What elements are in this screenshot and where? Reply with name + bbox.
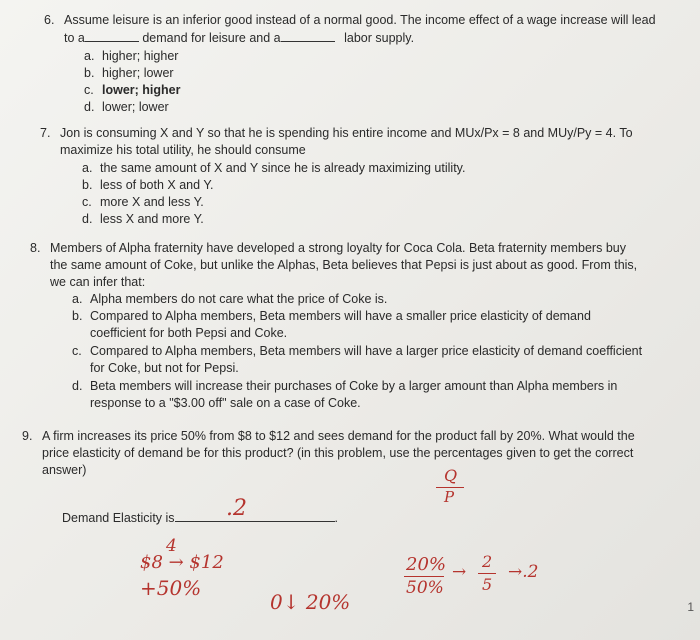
option-d: d. lower; lower [84, 100, 169, 114]
handwritten-p: P [444, 488, 455, 506]
handwritten-five: 5 [482, 575, 493, 594]
question-number: 6. [44, 13, 55, 27]
option-c: c. lower; higher [84, 83, 181, 97]
page-number: 1 [687, 600, 694, 614]
handwritten-plus50: +50% [140, 576, 202, 600]
option-a: a. Alpha members do not care what the price of Coke is. [72, 292, 388, 306]
question-6-line2: to a demand for leisure and a labor supply. [64, 31, 415, 45]
question-9-line3: answer) [42, 463, 87, 477]
option-b: b. Compared to Alpha members, Beta members will have a smaller price elasticity of demand [72, 309, 591, 323]
question-number: 9. [22, 429, 33, 443]
handwritten-prices: $8 → $12 [140, 552, 224, 573]
answer-blank [175, 510, 335, 522]
question-number: 7. [40, 126, 51, 140]
question-text: Assume leisure is an inferior good instead of a normal good. The income effect of a wage increase will lead [64, 13, 656, 27]
handwritten-50pct: 50% [406, 578, 444, 598]
question-8-line3: we can infer that: [50, 275, 146, 289]
fraction-bar [478, 573, 496, 574]
demand-elasticity-label: Demand Elasticity is . [62, 511, 339, 525]
option-d-cont: response to a "$3.00 off" sale on a case of Coke. [90, 396, 361, 410]
question-text: A firm increases its price 50% from $8 to $12 and sees demand for the product fall by 20%. What would the [42, 429, 635, 443]
answer-blank [85, 30, 139, 42]
handwritten-four: 4 [166, 536, 177, 556]
question-8-line2: the same amount of Coke, but unlike the Alphas, Beta believes that Pepsi is just about as good. From this, [50, 258, 638, 272]
handwritten-arrow: → [452, 562, 467, 582]
option-b: b. higher; lower [84, 66, 174, 80]
question-text: Jon is consuming X and Y so that he is spending his entire income and MUx/Px = 8 and MUy/Py = 4. To [60, 126, 633, 140]
question-9-line2: price elasticity of demand be for this product? (in this problem, use the percentages given to get the correct [42, 446, 634, 460]
handwritten-answer: .2 [226, 496, 247, 521]
option-c: c. more X and less Y. [82, 195, 204, 209]
question-number: 8. [30, 241, 41, 255]
option-d: d. less X and more Y. [82, 212, 204, 226]
option-b-cont: coefficient for both Pepsi and Coke. [90, 326, 288, 340]
handwritten-20pct: 20% [406, 554, 447, 575]
fraction-bar [404, 576, 444, 577]
question-text: Members of Alpha fraternity have developed a strong loyalty for Coca Cola. Beta fraternity members buy [50, 241, 626, 255]
question-7-line2: maximize his total utility, he should consume [60, 143, 306, 157]
handwritten-q: Q [444, 466, 458, 485]
handwritten-two: 2 [482, 552, 493, 571]
option-d: d. Beta members will increase their purchases of Coke by a larger amount than Alpha members in [72, 379, 618, 393]
option-a: a. higher; higher [84, 49, 179, 63]
handwritten-result: →.2 [508, 562, 539, 582]
question-6 [44, 12, 684, 32]
option-b: b. less of both X and Y. [82, 178, 214, 192]
option-c-cont: for Coke, but not for Pepsi. [90, 361, 239, 375]
handwritten-down20: 0↓ 20% [270, 590, 351, 614]
option-c: c. Compared to Alpha members, Beta members will have a larger price elasticity of demand coefficient [72, 344, 643, 358]
answer-blank [281, 30, 335, 42]
option-a: a. the same amount of X and Y since he is already maximizing utility. [82, 161, 466, 175]
